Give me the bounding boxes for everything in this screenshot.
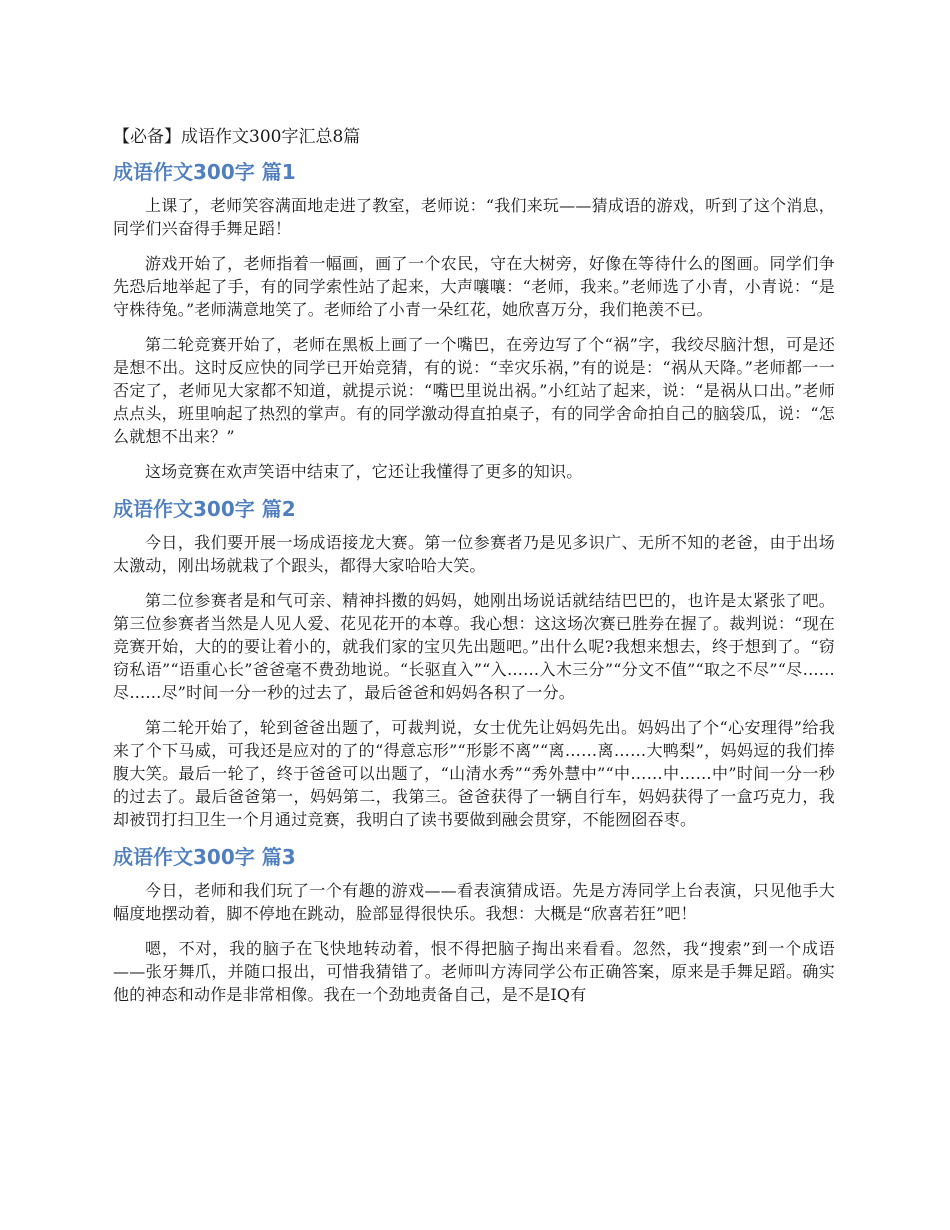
section-2	[113, 495, 835, 831]
document-page	[113, 122, 835, 1018]
paragraph: 第二轮开始了，轮到爸爸出题了，可裁判说，女士优先让妈妈先出。妈妈出了个“心安理得”给我来了个下马威，可我还是应对的了的“得意忘形”“形影不离”“离……离……大鸭梨”，妈妈逗的我们捧腹大笑。最后一轮了，终于爸爸可以出题了，“山清水秀”“秀外慧中”“中……中……中”时间一分一秒的过去了。最后爸爸第一，妈妈第二，我第三。爸爸获得了一辆自行车，妈妈获得了一盒巧克力，我却被罚打扫卫生一个月通过竞赛，我明白了读书要做到融会贯穿，不能囫囵吞枣。	[113, 718, 835, 829]
paragraph: 今日，我们要开展一场成语接龙大赛。第一位参赛者乃是见多识广、无所不知的老爸，由于出场太激动，刚出场就栽了个跟头，都得大家哈哈大笑。	[113, 533, 835, 575]
paragraph: 游戏开始了，老师指着一幅画，画了一个农民，守在大树旁，好像在等待什么的图画。同学们争先恐后地举起了手，有的同学索性站了起来，大声嚷嚷：“老师，我来。”老师选了小青，小青说：“是守株待兔。”老师满意地笑了。老师给了小青一朵红花，她欣喜万分，我们艳羡不已。	[113, 254, 835, 319]
document-title: 【必备】成语作文300字汇总8篇	[113, 127, 361, 147]
paragraph: 第二轮竞赛开始了，老师在黑板上画了一个嘴巴，在旁边写了个“祸”字，我绞尽脑汁想，可是还是想不出。这时反应快的同学已开始竞猜，有的说：“幸灾乐祸，”有的说是：“祸从天降。”老师都一一否定了，老师见大家都不知道，就提示说：“嘴巴里说出祸。”小红站了起来，说：“是祸从口出。”老师点点头，班里响起了热烈的掌声。有的同学激动得直拍桌子，有的同学舍命拍自己的脑袋瓜，说：“怎么就想不出来？”	[113, 335, 835, 446]
section-heading: 成语作文300字 篇2	[113, 497, 296, 521]
section-3	[113, 843, 835, 1006]
paragraph: 第二位参赛者是和气可亲、精神抖擞的妈妈，她刚出场说话就结结巴巴的，也许是太紧张了吧。第三位参赛者当然是人见人爱、花见花开的本尊。我心想：这这场次赛已胜券在握了。裁判说：“现在竞赛开始，大的的要让着小的，就我们家的宝贝先出题吧。”出什么呢?我想来想去，终于想到了。“窃窃私语”“语重心长”爸爸毫不费劲地说。“长驱直入”“入……入木三分”“分文不值”“取之不尽”“尽……尽……尽”时间一分一秒的过去了，最后爸爸和妈妈各积了一分。	[113, 591, 835, 702]
paragraph: 今日，老师和我们玩了一个有趣的游戏——看表演猜成语。先是方涛同学上台表演，只见他手大幅度地摆动着，脚不停地在跳动，脸部显得很快乐。我想：大概是“欣喜若狂”吧！	[113, 881, 835, 923]
paragraph: 这场竞赛在欢声笑语中结束了，它还让我懂得了更多的知识。	[145, 462, 583, 481]
paragraph: 嗯，不对，我的脑子在飞快地转动着，恨不得把脑子掏出来看看。忽然，我“搜索”到一个成语——张牙舞爪，并随口报出，可惜我猜错了。老师叫方涛同学公布正确答案，原来是手舞足蹈。确实他的神态和动作是非常相像。我在一个劲地责备自己，是不是IQ有	[113, 939, 835, 1004]
section-heading: 成语作文300字 篇3	[113, 845, 296, 869]
section-heading: 成语作文300字 篇1	[113, 160, 296, 184]
section-1	[113, 158, 835, 483]
paragraph: 上课了，老师笑容满面地走进了教室，老师说：“我们来玩——猜成语的游戏，听到了这个消息，同学们兴奋得手舞足蹈！	[113, 196, 835, 238]
